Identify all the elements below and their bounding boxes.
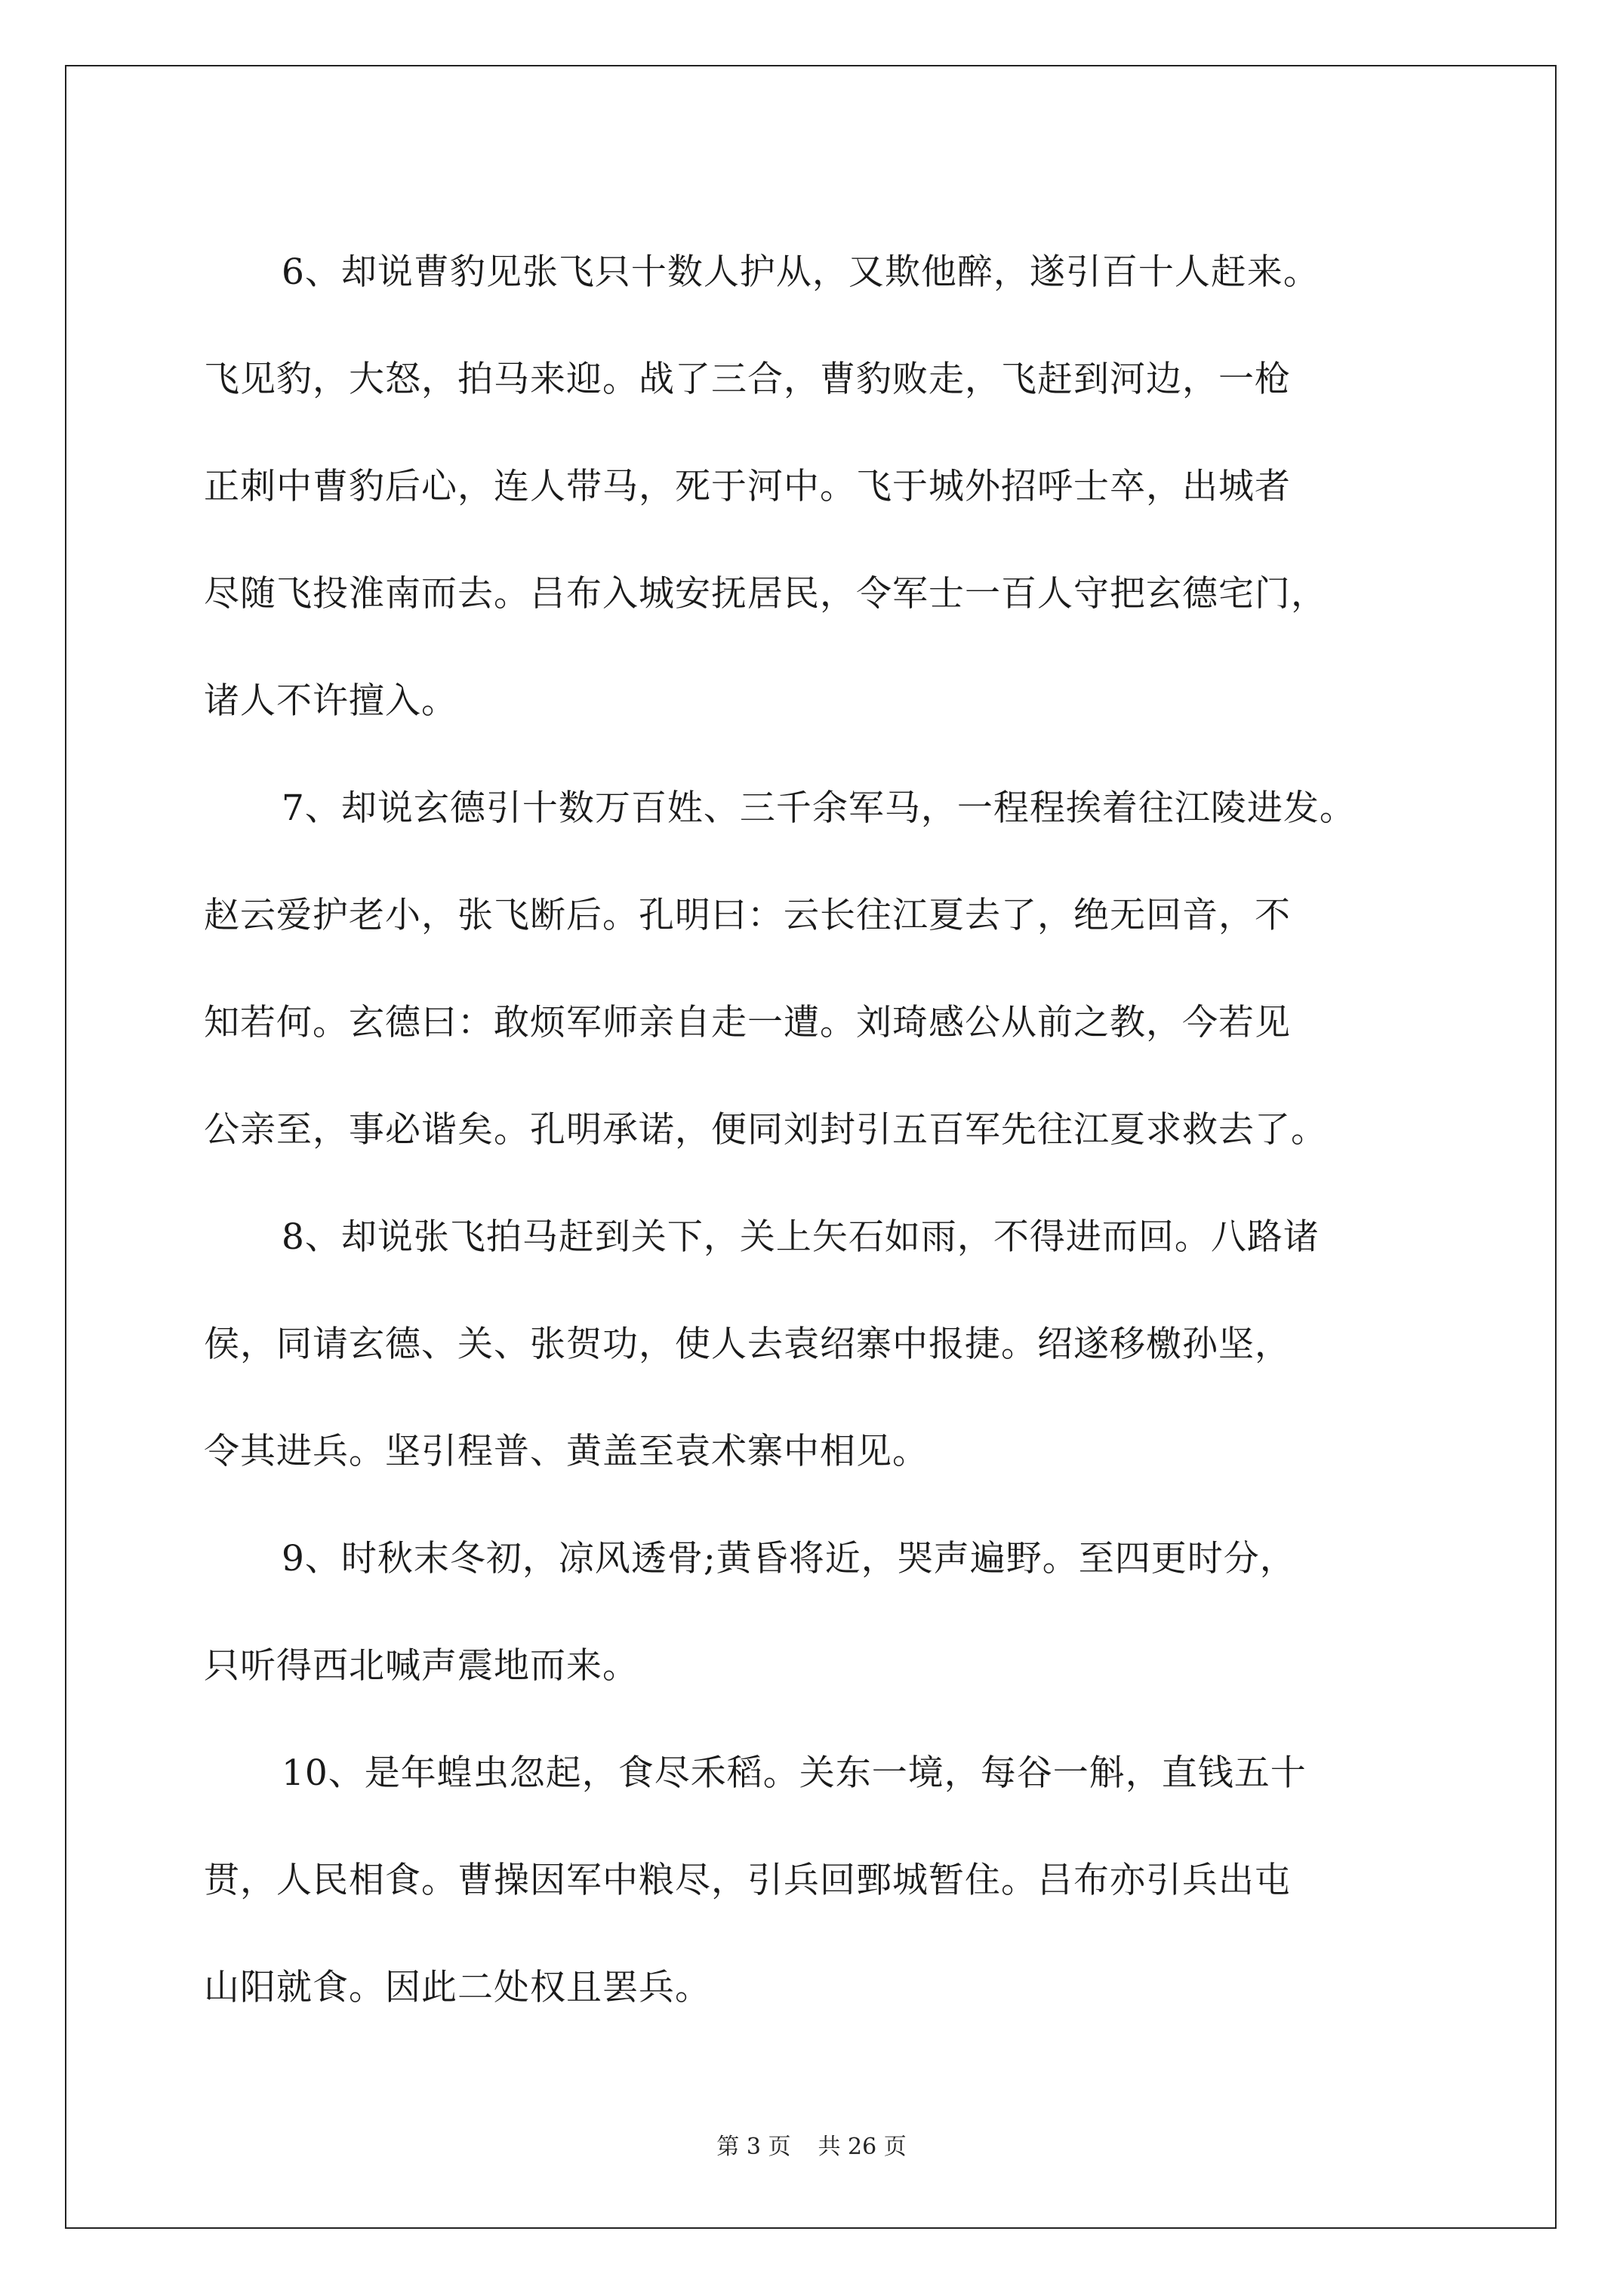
text-line: 10、是年蝗虫忽起，食尽禾稻。关东一境，每谷一斛，直钱五十 bbox=[282, 1752, 1307, 1794]
page-total: 共 26 页 bbox=[818, 2134, 907, 2160]
paragraph-9 bbox=[204, 1505, 1427, 1720]
paragraph-10 bbox=[204, 1720, 1427, 2042]
paragraph-6 bbox=[204, 219, 1427, 755]
text-line: 只听得西北喊声震地而来。 bbox=[204, 1645, 639, 1687]
page-number: 第 3 页 bbox=[716, 2134, 791, 2160]
text-line: 8、却说张飞拍马赶到关下，关上矢石如雨，不得进而回。八路诸 bbox=[282, 1216, 1320, 1258]
paragraph-8 bbox=[204, 1184, 1427, 1505]
text-line: 尽随飞投淮南而去。吕布入城安抚居民，令军士一百人守把玄德宅门， bbox=[204, 573, 1327, 615]
text-line: 飞见豹，大怒，拍马来迎。战了三合，曹豹败走，飞赶到河边，一枪 bbox=[204, 359, 1291, 400]
text-line: 侯，同请玄德、关、张贺功，使人去袁绍寨中报捷。绍遂移檄孙坚， bbox=[204, 1324, 1291, 1365]
text-line: 令其进兵。坚引程普、黄盖至袁术寨中相见。 bbox=[204, 1431, 929, 1472]
text-line: 赵云爱护老小，张飞断后。孔明曰：云长往江夏去了，绝无回音，不 bbox=[204, 895, 1291, 936]
text-line: 山阳就食。因此二处权且罢兵。 bbox=[204, 1967, 711, 2008]
text-line: 知若何。玄德曰：敢烦军师亲自走一遭。刘琦感公从前之教，今若见 bbox=[204, 1002, 1291, 1043]
document-body bbox=[204, 219, 1427, 2042]
text-line: 公亲至，事必谐矣。孔明承诺，便同刘封引五百军先往江夏求救去了。 bbox=[204, 1109, 1327, 1151]
text-line: 诸人不许擅入。 bbox=[204, 680, 457, 722]
text-line: 7、却说玄德引十数万百姓、三千余军马，一程程挨着往江陵进发。 bbox=[282, 787, 1356, 829]
text-line: 贯，人民相食。曹操因军中粮尽，引兵回鄄城暂住。吕布亦引兵出屯 bbox=[204, 1860, 1291, 1901]
page-footer bbox=[0, 2128, 1623, 2161]
paragraph-7 bbox=[204, 755, 1427, 1184]
text-line: 9、时秋末冬初，凉风透骨;黄昏将近，哭声遍野。至四更时分， bbox=[282, 1538, 1296, 1579]
text-line: 6、却说曹豹见张飞只十数人护从，又欺他醉，遂引百十人赶来。 bbox=[282, 251, 1320, 293]
text-line: 正刺中曹豹后心，连人带马，死于河中。飞于城外招呼士卒，出城者 bbox=[204, 466, 1291, 507]
